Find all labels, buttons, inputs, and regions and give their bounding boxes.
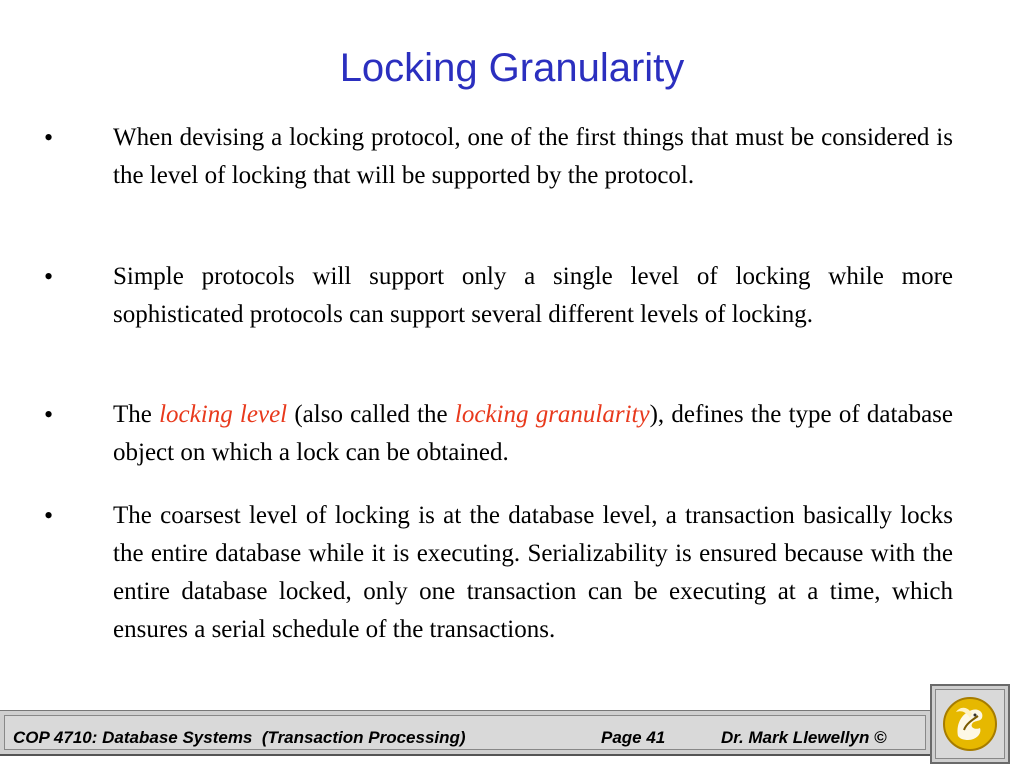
footer-author: Dr. Mark Llewellyn © (721, 728, 887, 747)
bullet-text (113, 396, 953, 472)
footer-bar (0, 710, 930, 756)
bullet-text: When devising a locking protocol, one of the first things that must be considered is the level of locking that will be supported by the protocol. (113, 124, 953, 189)
slide-title: Locking Granularity (339, 46, 685, 90)
bullet-marker: • (44, 400, 54, 429)
emphasis-locking-level: locking level (159, 401, 288, 428)
text-segment: ), defines the type of database object on which a lock can be obtained. (113, 401, 953, 466)
footer-page-number: Page 41 (601, 728, 666, 747)
bullet-marker: • (44, 501, 54, 530)
ucf-pegasus-logo-icon (942, 696, 998, 752)
bullet-text: Simple protocols will support only a single level of locking while more sophisticated protocols can support several different levels of locking. (113, 263, 953, 328)
logo-frame (930, 684, 1010, 764)
emphasis-locking-granularity: locking granularity (454, 401, 650, 428)
bullet-marker: • (44, 123, 54, 152)
bullet-text: The coarsest level of locking is at the database level, a transaction basically locks the entire database while it is executing. Serializability is ensured because with the entire database locked, only one transaction can be executing at a time, which ensures a serial schedule of the transactions. (113, 502, 953, 643)
logo-panel (935, 689, 1005, 759)
footer-course: COP 4710: Database Systems (Transaction Processing) (13, 728, 466, 747)
bullet-marker: • (44, 262, 54, 291)
footer-panel (4, 715, 926, 750)
text-segment: The (113, 401, 160, 428)
text-segment: (also called the (287, 401, 455, 428)
